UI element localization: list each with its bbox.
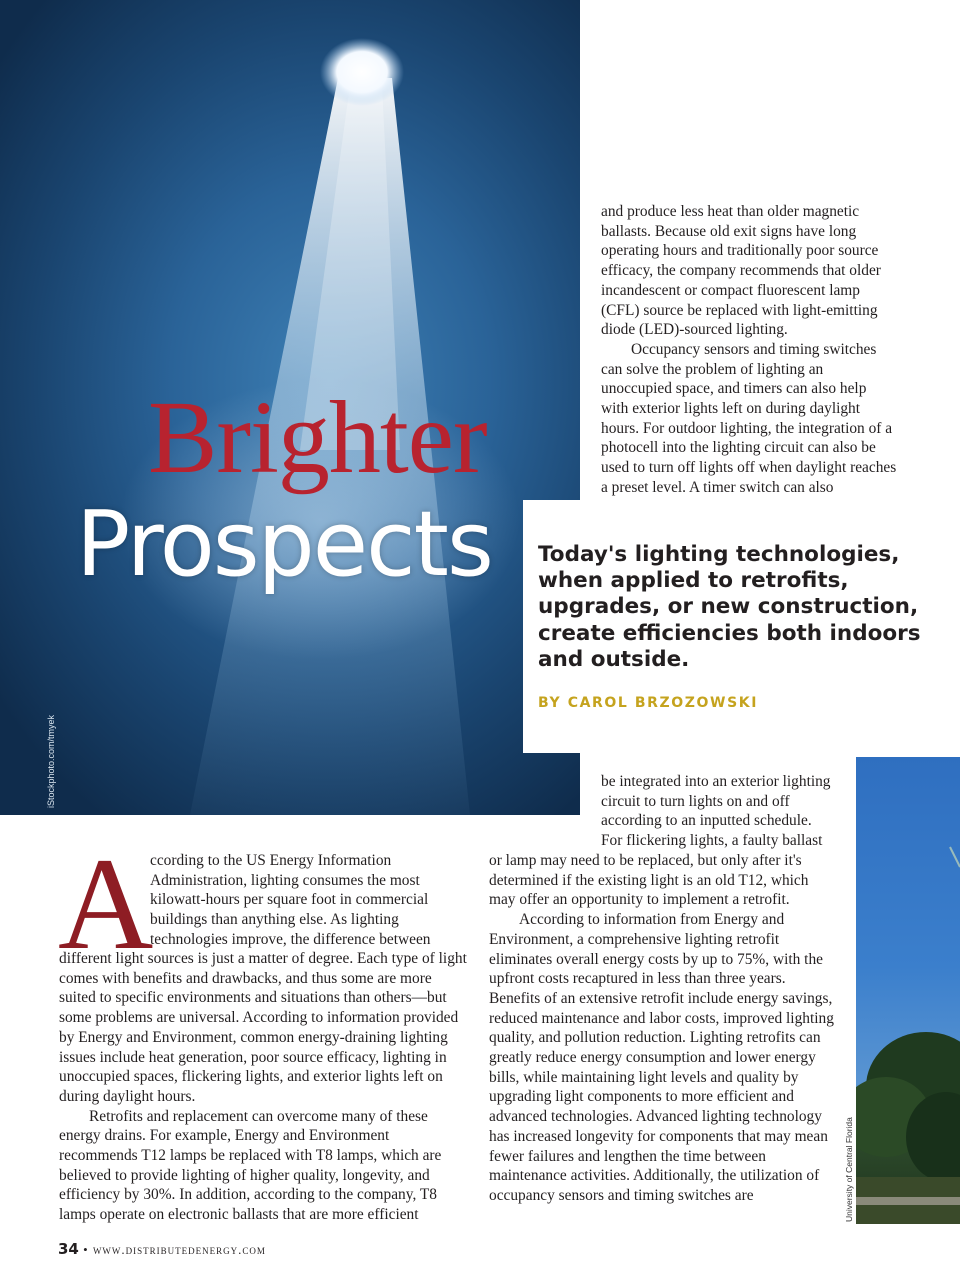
- drop-cap: A: [58, 830, 154, 977]
- byline: BY CAROL BRZOZOWSKI: [538, 695, 759, 711]
- paragraph: and produce less heat than older magnetic ballasts. Because old exit signs have long operating hours and traditionally poor source efficacy, the company recommends that older incandescent or compact fluorescent lamp (CFL) source be replaced with light-emitting diode (LED)-sourced lighting.: [601, 203, 881, 339]
- footer-url[interactable]: www.distributedenergy.com: [92, 1242, 266, 1257]
- paragraph-lead: ccording to the US Energy Information Administration, lighting consumes the most kilowatt-hours per square foot in commercial buildings than anything else. As lighting technologies improve, the difference between: [150, 852, 431, 948]
- trees-photo: [856, 757, 960, 1224]
- paragraph-fragment: For flickering lights, a faulty ballast: [601, 832, 823, 850]
- column-right-bottom-top: [601, 772, 836, 851]
- page-footer: [58, 1240, 266, 1258]
- paragraph: According to information from Energy and Environment, a comprehensive lighting retrofit eliminates overall energy costs by up to 75%, with the upfront costs recaptured in less than three years. Benefits of an extensive retrofit include energy savings, reduced maintenance and labor costs, improved lighting quality, and pollution reduction. Lighting retrofits can greatly reduce energy consumption and lower energy bills, while maintaining light levels and quality by upgrading light components to more efficient and advanced technologies. Advanced lighting technology has increased longevity for components that may mean fewer failures and lengthen the time between maintenance activities. Additionally, the utilization of occupancy sensors and timing switches are: [489, 911, 834, 1204]
- page-number: 34: [58, 1240, 79, 1258]
- photo-credit: iStockphoto.com/tmyek: [46, 714, 56, 808]
- paragraph: be integrated into an exterior lighting circuit to turn lights on and off according to an inputted schedule.: [601, 773, 831, 830]
- column-right-top: [601, 202, 897, 498]
- column-left: [59, 949, 471, 1225]
- paragraph: Retrofits and replacement can overcome many of these energy drains. For example, Energy and Environment recommends T12 lamps be replaced with T8 lamps, which are believed to provide lighting of higher quality, longevity, and efficiency by 30%. In addition, according to the company, T8 lamps operate on electronic ballasts that are more efficient: [59, 1107, 442, 1224]
- deck-text: Today's lighting technologies, when applied to retrofits, upgrades, or new construction, create efficiencies both indoors and outside.: [538, 542, 921, 672]
- footer-separator: •: [83, 1242, 89, 1257]
- title-brighter: Brighter: [148, 380, 487, 495]
- title-prospects: Prospects: [76, 492, 492, 597]
- photo-credit-right: University of Central Florida: [844, 1117, 854, 1222]
- paragraph: Occupancy sensors and timing switches can solve the problem of lighting an unoccupied space, and timers can also help with exterior lights left on during daylight hours. For outdoor lighting, the integration of a photocell into the lighting circuit can also be used to turn off lights off when daylight reaches a preset level. A timer switch can also: [601, 340, 897, 496]
- paragraph: or lamp may need to be replaced, but only after it's determined if the existing light is an old T12, which may offer an opportunity to implement a retrofit.: [489, 852, 809, 909]
- column-left-lead: [150, 851, 468, 950]
- paragraph: different light sources is just a matter of degree. Each type of light comes with benefits and drawbacks, and thus some are more suited to specific environments and situations than others—but some problems are universal. According to information provided by Energy and Environment, common energy-draining lighting issues include heat generation, poor source efficacy, lighting in unoccupied spaces, flickering lights, and exterior lights left on during daylight hours.: [59, 950, 467, 1105]
- column-right-bottom: [489, 851, 835, 1206]
- trees-illustration: [856, 757, 960, 1224]
